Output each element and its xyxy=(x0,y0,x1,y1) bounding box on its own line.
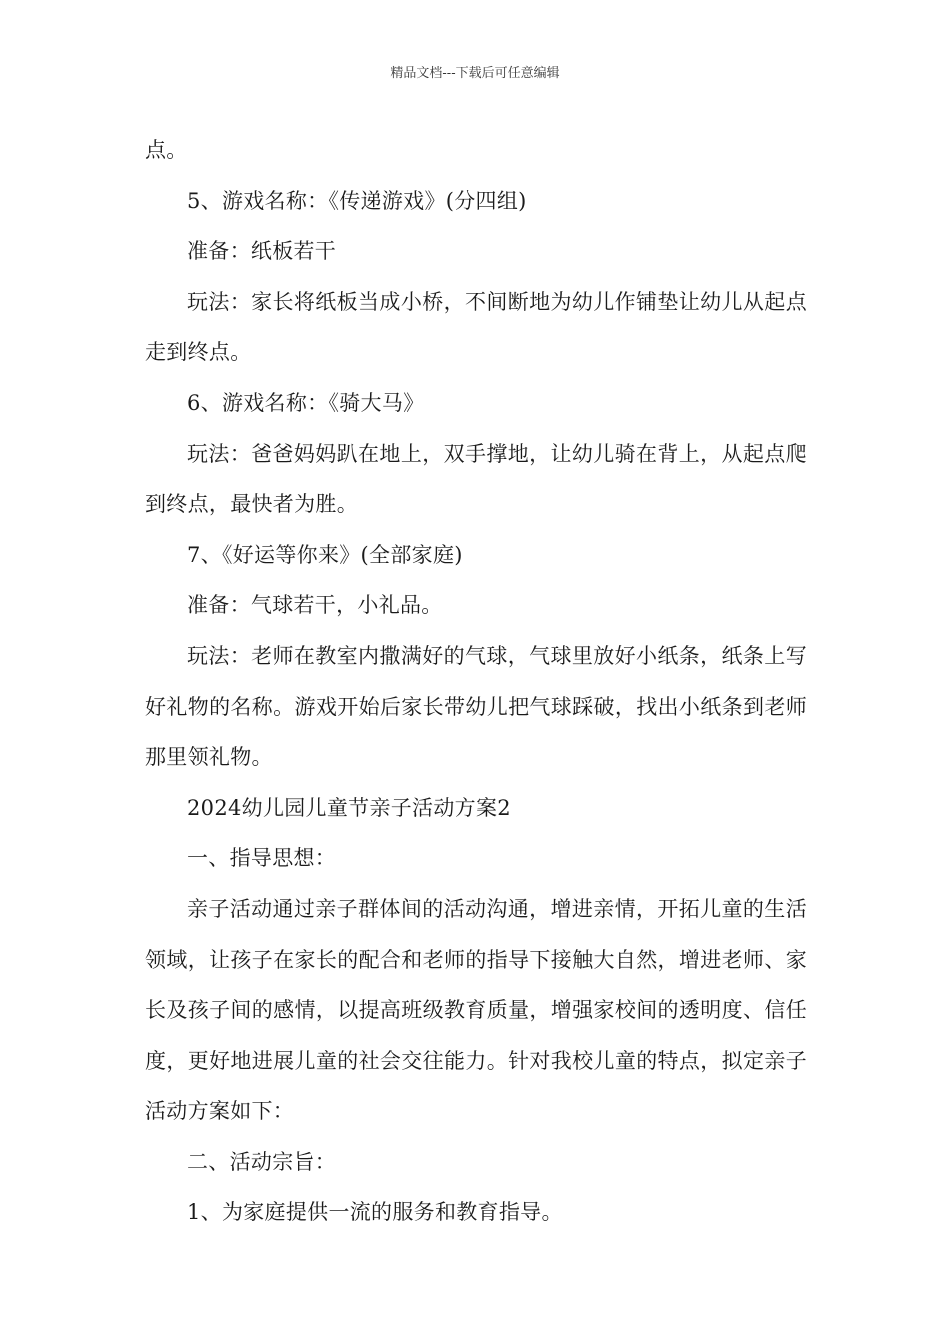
section-guiding-thought-heading: 一、指导思想： xyxy=(187,846,337,871)
game-5-preparation: 准备：纸板若干 xyxy=(187,239,337,264)
game-7-rules: 玩法：老师在教室内撒满好的气球，气球里放好小纸条，纸条上写好礼物的名称。游戏开始后家长带幼儿把气球踩破，找出小纸条到老师那里领礼物。 xyxy=(145,643,807,770)
game-7-title: 7、《好运等你来》(全部家庭) xyxy=(187,542,463,567)
game-6-title: 6、游戏名称：《骑大马》 xyxy=(187,390,425,415)
section-guiding-thought-body: 亲子活动通过亲子群体间的活动沟通，增进亲情，开拓儿童的生活领域，让孩子在家长的配合和老师的指导下接触大自然，增进老师、家长及孩子间的感情，以提高班级教育质量，增强家校间的透明度、信任度，更好地进展儿童的社会交往能力。针对我校儿童的特点，拟定亲子活动方案如下： xyxy=(145,896,807,1124)
document-body xyxy=(145,125,807,1238)
game-5-rules: 玩法：家长将纸板当成小桥，不间断地为幼儿作铺垫让幼儿从起点走到终点。 xyxy=(145,289,807,365)
paragraph-continuation: 点。 xyxy=(145,138,188,162)
section-purpose-item-1: 1、为家庭提供一流的服务和教育指导。 xyxy=(187,1200,563,1225)
plan-2-title: 2024幼儿园儿童节亲子活动方案2 xyxy=(187,795,511,820)
game-7-preparation: 准备：气球若干，小礼品。 xyxy=(187,593,443,618)
game-5-title: 5、游戏名称：《传递游戏》(分四组) xyxy=(187,188,527,213)
page-header: 精品文档---下载后可任意编辑 xyxy=(390,66,560,81)
game-6-rules: 玩法：爸爸妈妈趴在地上，双手撑地，让幼儿骑在背上，从起点爬到终点，最快者为胜。 xyxy=(145,441,807,517)
section-purpose-heading: 二、活动宗旨： xyxy=(187,1149,337,1174)
